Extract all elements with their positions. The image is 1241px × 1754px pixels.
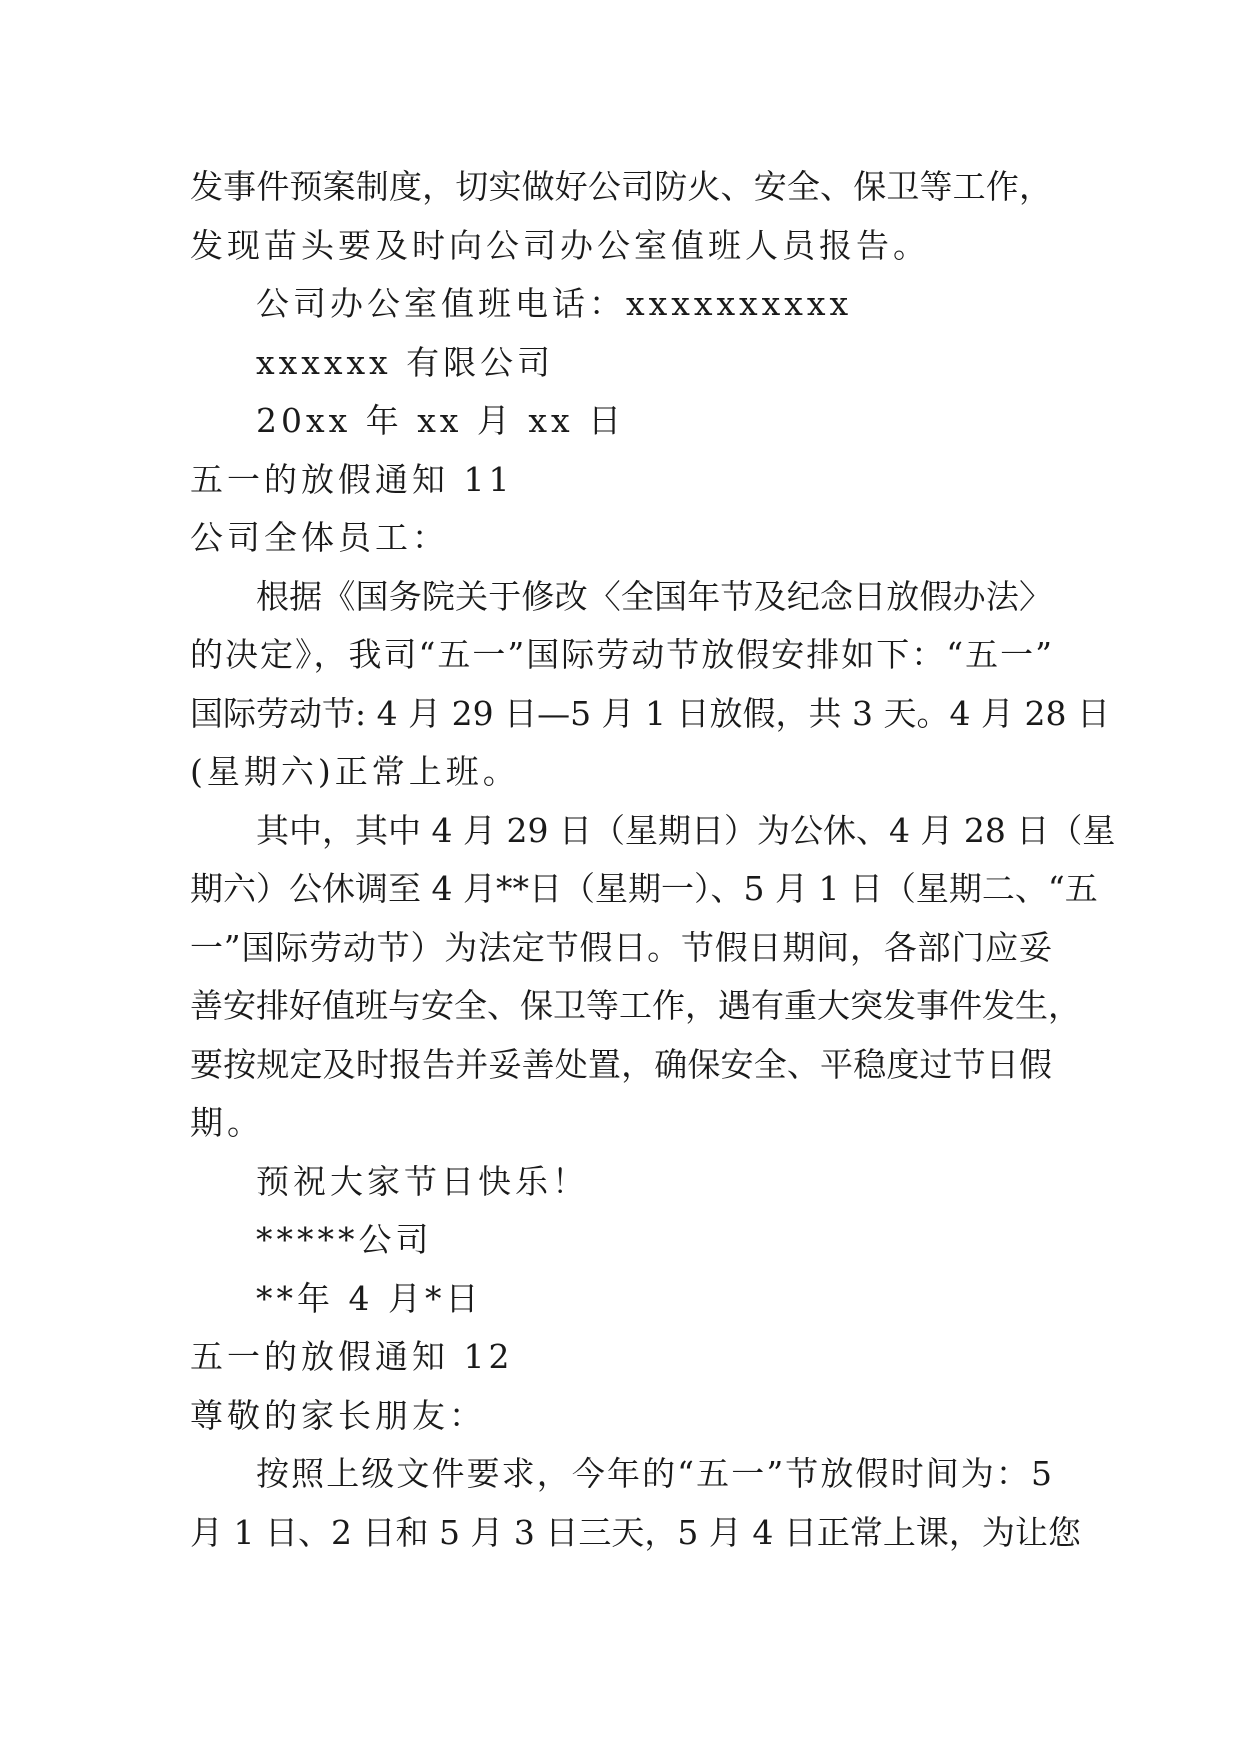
text-line: 国际劳动节: 4 月 29 日—5 月 1 日放假，共 3 天。4 月 28 日 (190, 693, 1110, 733)
text-line: 发现苗头要及时向公司办公室值班人员报告。 (190, 225, 930, 265)
text-line: 期六）公休调至 4 月**日（星期一）、5 月 1 日（星期二、“五 (190, 869, 1098, 908)
text-line: 一”国际劳动节）为法定节假日。节假日期间，各部门应妥 (190, 927, 1052, 967)
text-line: (星期六)正常上班。 (190, 752, 520, 791)
document-page (190, 158, 1116, 1562)
text-line: xxxxxx 有限公司 (256, 342, 555, 382)
text-line: 月 1 日、2 日和 5 月 3 日三天，5 月 4 日正常上课，为让您 (190, 1512, 1081, 1552)
text-line: 公司办公室值班电话：xxxxxxxxxx (256, 284, 853, 323)
text-line: 预祝大家节日快乐！ (256, 1161, 589, 1201)
text-line: 期。 (190, 1103, 264, 1142)
text-line: 20xx 年 xx 月 xx 日 (256, 401, 626, 440)
salutation: 尊敬的家长朋友： (190, 1395, 486, 1435)
signature-company: *****公司 (256, 1220, 433, 1259)
text-line: 发事件预案制度，切实做好公司防火、安全、保卫等工作， (190, 167, 1052, 206)
text-line: 根据《国务院关于修改〈全国年节及纪念日放假办法〉 (256, 576, 1052, 616)
text-line: 按照上级文件要求，今年的“五一”节放假时间为：5 (256, 1454, 1052, 1493)
section-heading: 五一的放假通知 11 (190, 459, 514, 499)
signature-date: **年 4 月*日 (256, 1278, 483, 1318)
text-line: 善安排好值班与安全、保卫等工作，遇有重大突发事件发生， (190, 986, 1081, 1025)
text-line: 的决定》，我司“五一”国际劳动节放假安排如下：“五一” (190, 635, 1052, 674)
text-line: 其中，其中 4 月 29 日（星期日）为公休、4 月 28 日（星 (256, 810, 1116, 850)
salutation: 公司全体员工： (190, 518, 449, 557)
section-heading: 五一的放假通知 12 (190, 1337, 514, 1376)
text-line: 要按规定及时报告并妥善处置，确保安全、平稳度过节日假 (190, 1044, 1052, 1084)
